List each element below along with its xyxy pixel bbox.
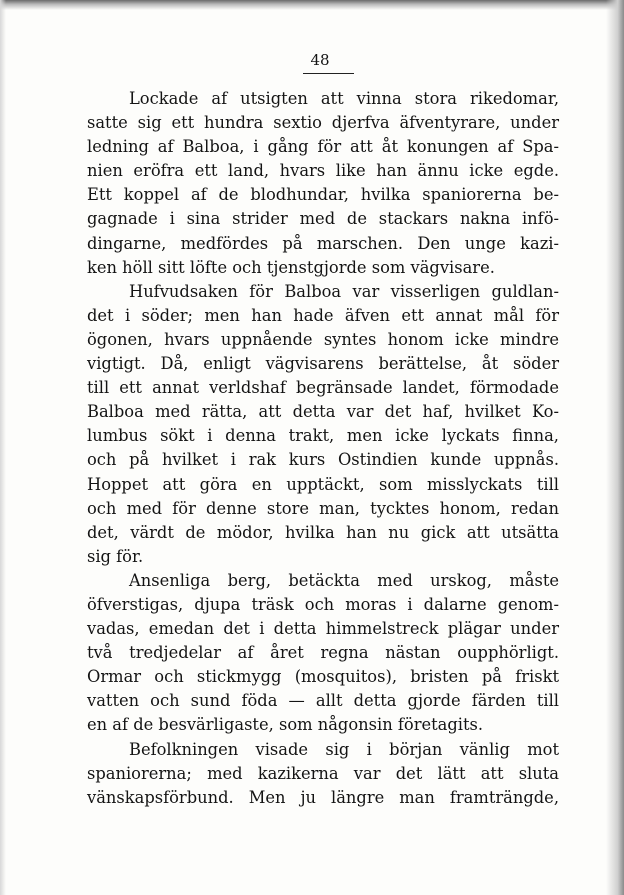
page-number-rule	[303, 73, 354, 74]
body-text	[87, 87, 559, 810]
text-line: ögonen, hvars uppnående syntes honom icke mindre	[87, 329, 559, 349]
text-line: vigtigt. Då, enligt vägvisarens berättelse, åt söder	[87, 354, 559, 374]
text-line: vänskapsförbund. Men ju längre man framträngde,	[87, 787, 559, 807]
text-line: gagnade i sina strider med de stackars nakna infö-	[87, 209, 559, 229]
page-number: 48	[310, 51, 330, 69]
text-line: Befolkningen visade sig i början vänlig mot	[129, 739, 559, 759]
text-line: Ansenliga berg, betäckta med urskog, måste	[129, 570, 559, 590]
text-line: dingarne, medfördes på marschen. Den unge kazi-	[87, 233, 559, 253]
page-edge-shadow-left	[0, 0, 6, 895]
text-line: lumbus sökt i denna trakt, men icke lyckats finna,	[87, 426, 559, 446]
page-edge-shadow-right	[606, 0, 624, 895]
text-line: spaniorerna; med kazikerna var det lätt att sluta	[87, 763, 559, 783]
text-line: ledning af Balboa, i gång för att åt konungen af Spa-	[87, 137, 559, 157]
text-line: det, värdt de mödor, hvilka han nu gick att utsätta	[87, 522, 559, 542]
text-line: sig för.	[87, 546, 144, 566]
text-line: Ormar och stickmygg (mosquitos), bristen på friskt	[87, 667, 559, 687]
text-line: två tredjedelar af året regna nästan oupphörligt.	[87, 643, 559, 663]
text-line: vatten och sund föda — allt detta gjorde färden till	[87, 691, 559, 711]
text-line: en af de besvärligaste, som någonsin företagits.	[87, 715, 484, 735]
text-line: Balboa med rätta, att detta var det haf, hvilket Ko-	[87, 402, 559, 422]
text-line: öfverstigas, djupa träsk och moras i dalarne genom-	[87, 594, 559, 614]
text-line: Ett koppel af de blodhundar, hvilka spaniorerna be-	[87, 185, 559, 205]
text-line: Hufvudsaken för Balboa var visserligen guldlan-	[129, 281, 559, 301]
text-line: Lockade af utsigten att vinna stora rikedomar,	[129, 89, 559, 108]
page-edge-shadow-top	[0, 0, 624, 10]
text-line: nien eröfra ett land, hvars like han ännu icke egde.	[87, 161, 559, 181]
text-line: ken höll sitt löfte och tjenstgjorde som vägvisare.	[87, 257, 495, 277]
text-line: och på hvilket i rak kurs Ostindien kunde uppnås.	[87, 450, 559, 470]
text-line: till ett annat verldshaf begränsade landet, förmodade	[87, 378, 559, 398]
text-line: Hoppet att göra en upptäckt, som misslyckats till	[87, 474, 559, 494]
text-line: satte sig ett hundra sextio djerfva äfventyrare, under	[87, 113, 559, 133]
text-line: och med för denne store man, tycktes honom, redan	[87, 498, 559, 518]
text-line: vadas, emedan det i detta himmelstreck plägar under	[87, 619, 559, 639]
text-line: det i söder; men han hade äfven ett annat mål för	[87, 305, 559, 325]
